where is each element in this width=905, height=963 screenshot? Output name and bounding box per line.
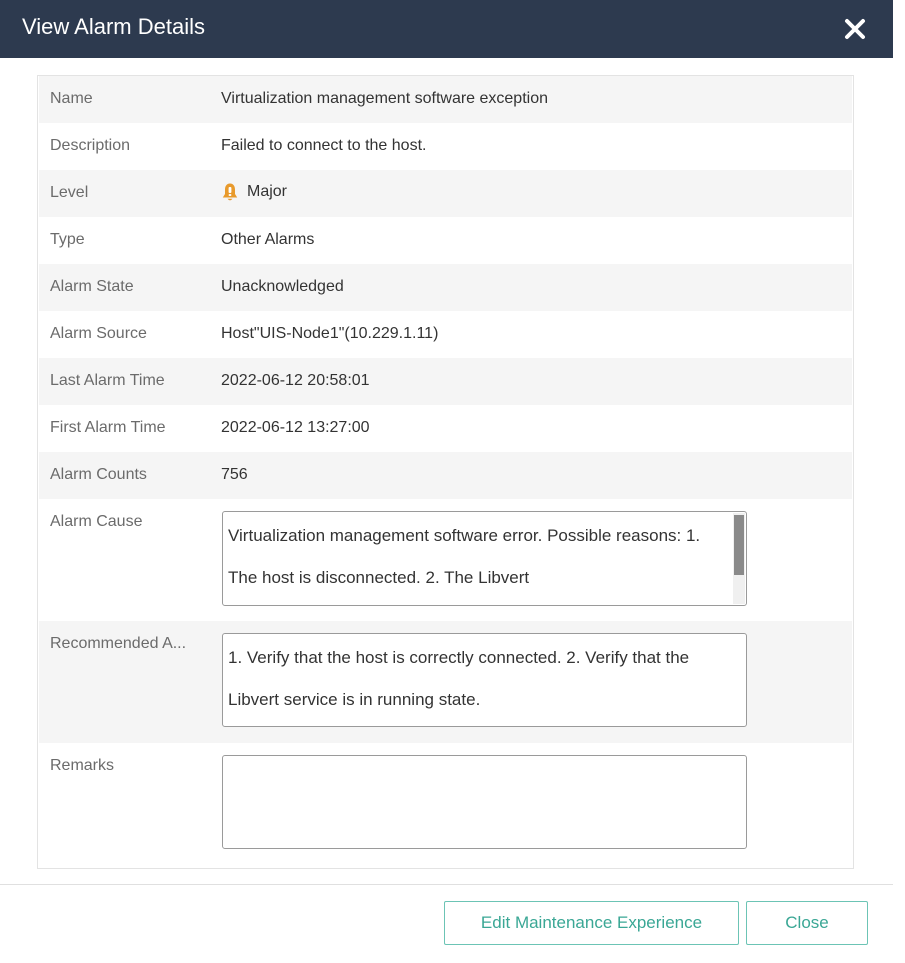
field-value-last-alarm-time: 2022-06-12 20:58:01 [221,372,370,389]
edit-maintenance-experience-button[interactable]: Edit Maintenance Experience [444,901,739,945]
row-alarm-cause [39,499,852,621]
footer-divider [0,884,893,885]
field-label-type: Type [50,231,85,248]
row-last-alarm-time [39,358,852,405]
details-panel [37,75,854,869]
row-description [39,123,852,170]
field-label-alarm-counts: Alarm Counts [50,466,147,483]
alarm-cause-textarea[interactable] [222,511,747,606]
alarm-cause-text: Virtualization management software error. Possible reasons: 1. The host is disconnected. 2. The Libvert [228,526,701,587]
scrollbar-thumb[interactable] [734,515,744,575]
row-alarm-source [39,311,852,358]
row-type [39,217,852,264]
field-label-name: Name [50,90,93,107]
dialog-title: View Alarm Details [22,14,205,39]
level-text: Major [247,183,288,200]
field-label-alarm-state: Alarm State [50,278,134,295]
close-button[interactable]: Close [746,901,868,945]
row-recommended-action [39,621,852,743]
row-first-alarm-time [39,405,852,452]
row-alarm-state [39,264,852,311]
field-value-type: Other Alarms [221,231,315,248]
field-value-alarm-counts: 756 [221,466,248,483]
field-label-level: Level [50,184,89,201]
field-value-description: Failed to connect to the host. [221,137,427,154]
field-label-first-alarm-time: First Alarm Time [50,419,166,436]
field-value-level [221,182,287,202]
alarm-cause-scrollbar[interactable] [733,513,745,604]
field-value-alarm-state: Unacknowledged [221,278,344,295]
row-remarks [39,743,852,867]
field-value-first-alarm-time: 2022-06-12 13:27:00 [221,419,370,436]
remarks-textarea[interactable] [222,755,747,849]
field-value-name: Virtualization management software exception [221,90,548,107]
row-level [39,170,852,217]
row-name [39,76,852,123]
field-label-alarm-cause: Alarm Cause [50,513,143,530]
row-alarm-counts [39,452,852,499]
field-label-recommended-action: Recommended A... [50,635,187,652]
dialog-titlebar [0,0,893,58]
field-label-alarm-source: Alarm Source [50,325,147,342]
bell-icon [221,182,239,202]
field-label-description: Description [50,137,131,154]
recommended-action-textarea[interactable] [222,633,747,727]
close-icon[interactable] [841,15,869,43]
field-label-last-alarm-time: Last Alarm Time [50,372,165,389]
field-label-remarks: Remarks [50,757,115,774]
recommended-action-text: 1. Verify that the host is correctly connected. 2. Verify that the Libvert service is in running state. [228,648,690,709]
field-value-alarm-source: Host"UIS-Node1"(10.229.1.11) [221,325,439,342]
